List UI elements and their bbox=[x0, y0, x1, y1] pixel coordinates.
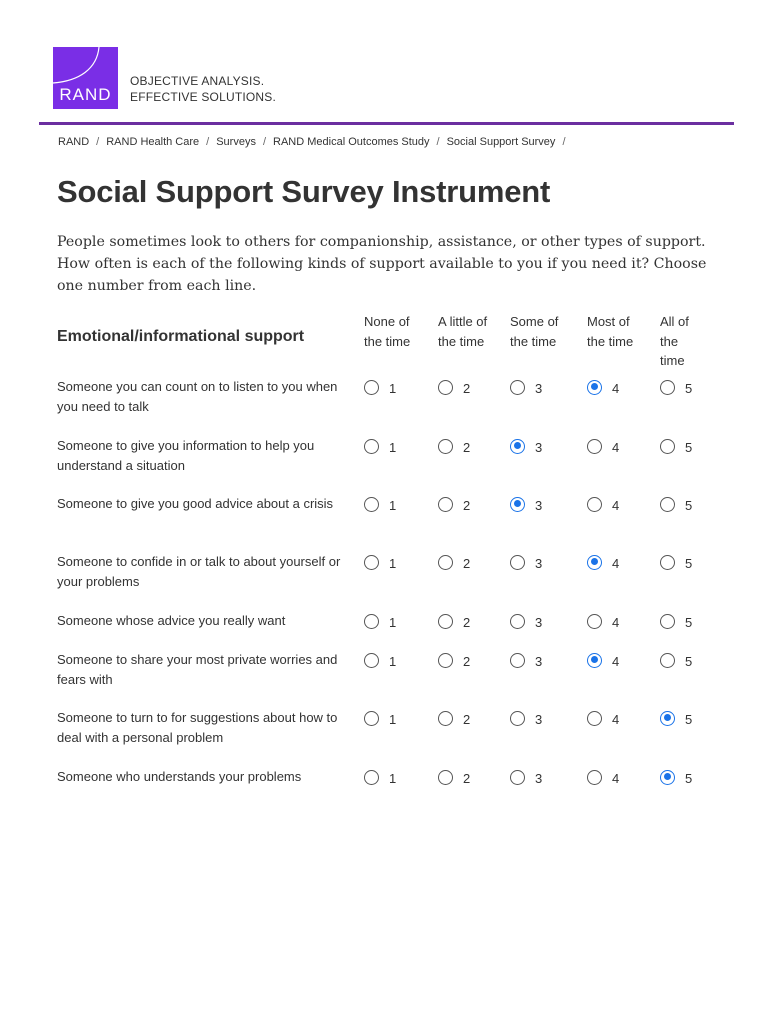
answer-option[interactable] bbox=[510, 494, 542, 514]
radio-unchecked-icon[interactable] bbox=[364, 653, 379, 668]
option-number: 4 bbox=[612, 556, 620, 571]
radio-unchecked-icon[interactable] bbox=[438, 497, 453, 512]
option-number: 2 bbox=[463, 440, 471, 455]
radio-unchecked-icon[interactable] bbox=[364, 380, 379, 395]
answer-option[interactable] bbox=[587, 494, 619, 514]
radio-unchecked-icon[interactable] bbox=[510, 380, 525, 395]
radio-unchecked-icon[interactable] bbox=[587, 770, 602, 785]
column-header: A little of the time bbox=[438, 314, 488, 349]
answer-option[interactable] bbox=[510, 767, 542, 787]
answer-option[interactable] bbox=[364, 552, 396, 572]
answer-option[interactable] bbox=[660, 650, 692, 670]
option-number: 5 bbox=[685, 440, 693, 455]
radio-unchecked-icon[interactable] bbox=[660, 497, 675, 512]
logo-text: RAND bbox=[59, 85, 112, 104]
radio-unchecked-icon[interactable] bbox=[510, 711, 525, 726]
answer-option[interactable] bbox=[438, 650, 470, 670]
option-number: 1 bbox=[389, 498, 397, 513]
breadcrumb-item[interactable]: RAND bbox=[58, 136, 90, 148]
radio-unchecked-icon[interactable] bbox=[510, 653, 525, 668]
answer-option[interactable] bbox=[364, 494, 396, 514]
radio-unchecked-icon[interactable] bbox=[660, 439, 675, 454]
option-number: 1 bbox=[389, 440, 397, 455]
radio-unchecked-icon[interactable] bbox=[364, 555, 379, 570]
answer-option[interactable] bbox=[660, 436, 692, 456]
answer-option[interactable] bbox=[660, 494, 692, 514]
radio-checked-icon[interactable] bbox=[510, 439, 525, 454]
breadcrumb-separator: / bbox=[562, 136, 566, 148]
option-number: 5 bbox=[685, 381, 693, 396]
option-number: 3 bbox=[535, 556, 543, 571]
option-number: 3 bbox=[535, 498, 543, 513]
answer-option[interactable] bbox=[660, 767, 692, 787]
radio-checked-icon[interactable] bbox=[587, 380, 602, 395]
site-header bbox=[0, 0, 768, 126]
radio-unchecked-icon[interactable] bbox=[660, 614, 675, 629]
radio-unchecked-icon[interactable] bbox=[587, 711, 602, 726]
answer-option[interactable] bbox=[510, 611, 542, 631]
answer-option[interactable] bbox=[438, 377, 470, 397]
option-number: 3 bbox=[535, 771, 543, 786]
option-number: 2 bbox=[463, 712, 471, 727]
answer-option[interactable] bbox=[438, 436, 470, 456]
option-number: 1 bbox=[389, 615, 397, 630]
answer-option[interactable] bbox=[660, 708, 692, 728]
answer-option[interactable] bbox=[660, 552, 692, 572]
breadcrumb bbox=[58, 136, 573, 152]
option-number: 3 bbox=[535, 381, 543, 396]
answer-option[interactable] bbox=[364, 377, 396, 397]
option-number: 3 bbox=[535, 654, 543, 669]
answer-option[interactable] bbox=[510, 708, 542, 728]
radio-unchecked-icon[interactable] bbox=[438, 653, 453, 668]
radio-unchecked-icon[interactable] bbox=[587, 439, 602, 454]
option-number: 4 bbox=[612, 615, 620, 630]
option-number: 2 bbox=[463, 381, 471, 396]
answer-option[interactable] bbox=[510, 436, 542, 456]
radio-checked-icon[interactable] bbox=[660, 711, 675, 726]
radio-unchecked-icon[interactable] bbox=[660, 555, 675, 570]
option-number: 4 bbox=[612, 381, 620, 396]
radio-unchecked-icon[interactable] bbox=[364, 711, 379, 726]
radio-checked-icon[interactable] bbox=[660, 770, 675, 785]
answer-option[interactable] bbox=[364, 767, 396, 787]
radio-unchecked-icon[interactable] bbox=[660, 653, 675, 668]
option-number: 4 bbox=[612, 654, 620, 669]
rand-logo[interactable] bbox=[53, 47, 118, 109]
answer-option[interactable] bbox=[438, 611, 470, 631]
answer-option[interactable] bbox=[587, 552, 619, 572]
answer-option[interactable] bbox=[587, 708, 619, 728]
section-title: Emotional/informational support bbox=[57, 328, 305, 345]
answer-option[interactable] bbox=[587, 611, 619, 631]
radio-unchecked-icon[interactable] bbox=[660, 380, 675, 395]
answer-option[interactable] bbox=[438, 552, 470, 572]
radio-unchecked-icon[interactable] bbox=[438, 380, 453, 395]
option-number: 2 bbox=[463, 615, 471, 630]
option-number: 5 bbox=[685, 498, 693, 513]
question-label: Someone whose advice you really want bbox=[57, 613, 286, 628]
column-header: Some of the time bbox=[510, 314, 559, 349]
option-number: 4 bbox=[612, 498, 620, 513]
question-label: Someone who understands your problems bbox=[57, 769, 302, 784]
option-number: 3 bbox=[535, 615, 543, 630]
option-number: 3 bbox=[535, 440, 543, 455]
answer-option[interactable] bbox=[438, 708, 470, 728]
breadcrumb-item[interactable]: Social Support Survey bbox=[446, 136, 556, 148]
answer-option[interactable] bbox=[510, 377, 542, 397]
tagline-line-1: OBJECTIVE ANALYSIS. bbox=[130, 74, 265, 88]
option-number: 5 bbox=[685, 615, 693, 630]
option-number: 5 bbox=[685, 771, 693, 786]
option-number: 5 bbox=[685, 556, 693, 571]
answer-option[interactable] bbox=[587, 436, 619, 456]
radio-unchecked-icon[interactable] bbox=[364, 614, 379, 629]
answer-option[interactable] bbox=[587, 650, 619, 670]
intro-text: People sometimes look to others for companionship, assistance, or other types of support. How often is each of the following kinds of support available to you if you need it? Choose one number from each line. bbox=[57, 234, 707, 294]
answer-option[interactable] bbox=[438, 767, 470, 787]
radio-unchecked-icon[interactable] bbox=[438, 439, 453, 454]
answer-option[interactable] bbox=[510, 552, 542, 572]
question-label: Someone to share your most private worries and fears with bbox=[57, 652, 338, 687]
breadcrumb-item[interactable]: Surveys bbox=[216, 136, 256, 148]
question-label: Someone to give you information to help you understand a situation bbox=[57, 438, 315, 473]
option-number: 1 bbox=[389, 654, 397, 669]
answer-option[interactable] bbox=[587, 377, 619, 397]
option-number: 2 bbox=[463, 771, 471, 786]
option-number: 2 bbox=[463, 498, 471, 513]
option-number: 2 bbox=[463, 556, 471, 571]
option-number: 5 bbox=[685, 654, 693, 669]
radio-unchecked-icon[interactable] bbox=[438, 770, 453, 785]
answer-option[interactable] bbox=[438, 494, 470, 514]
option-number: 1 bbox=[389, 712, 397, 727]
radio-unchecked-icon[interactable] bbox=[438, 614, 453, 629]
tagline-line-2: EFFECTIVE SOLUTIONS. bbox=[130, 90, 277, 104]
breadcrumb-separator: / bbox=[262, 136, 267, 148]
question-label: Someone to turn to for suggestions about how to deal with a personal problem bbox=[57, 710, 338, 745]
option-number: 4 bbox=[612, 771, 620, 786]
option-number: 5 bbox=[685, 712, 693, 727]
breadcrumb-item[interactable]: RAND Medical Outcomes Study bbox=[273, 136, 430, 148]
answer-option[interactable] bbox=[364, 650, 396, 670]
answer-option[interactable] bbox=[587, 767, 619, 787]
breadcrumb-separator: / bbox=[436, 136, 440, 148]
radio-unchecked-icon[interactable] bbox=[510, 614, 525, 629]
radio-checked-icon[interactable] bbox=[510, 497, 525, 512]
answer-option[interactable] bbox=[660, 611, 692, 631]
option-number: 2 bbox=[463, 654, 471, 669]
radio-unchecked-icon[interactable] bbox=[587, 614, 602, 629]
radio-unchecked-icon[interactable] bbox=[438, 711, 453, 726]
radio-checked-icon[interactable] bbox=[587, 653, 602, 668]
radio-unchecked-icon[interactable] bbox=[438, 555, 453, 570]
breadcrumb-separator: / bbox=[206, 136, 210, 148]
option-number: 1 bbox=[389, 381, 397, 396]
radio-unchecked-icon[interactable] bbox=[510, 770, 525, 785]
radio-unchecked-icon[interactable] bbox=[364, 497, 379, 512]
question-label: Someone you can count on to listen to you when you need to talk bbox=[57, 379, 338, 414]
answer-option[interactable] bbox=[660, 377, 692, 397]
option-number: 3 bbox=[535, 712, 543, 727]
breadcrumb-item[interactable]: RAND Health Care bbox=[106, 136, 200, 148]
radio-unchecked-icon[interactable] bbox=[587, 497, 602, 512]
option-number: 4 bbox=[612, 440, 620, 455]
answer-option[interactable] bbox=[364, 436, 396, 456]
question-label: Someone to confide in or talk to about yourself or your problems bbox=[57, 554, 341, 589]
column-header: All of the time bbox=[660, 314, 689, 368]
radio-checked-icon[interactable] bbox=[587, 555, 602, 570]
option-number: 4 bbox=[612, 712, 620, 727]
tagline bbox=[130, 73, 276, 105]
column-header: Most of the time bbox=[587, 314, 634, 349]
question-label: Someone to give you good advice about a crisis bbox=[57, 496, 334, 511]
answer-option[interactable] bbox=[364, 611, 396, 631]
radio-unchecked-icon[interactable] bbox=[364, 439, 379, 454]
radio-unchecked-icon[interactable] bbox=[510, 555, 525, 570]
answer-option[interactable] bbox=[364, 708, 396, 728]
radio-unchecked-icon[interactable] bbox=[364, 770, 379, 785]
answer-option[interactable] bbox=[510, 650, 542, 670]
breadcrumb-separator: / bbox=[96, 136, 100, 148]
option-number: 1 bbox=[389, 771, 397, 786]
column-header: None of the time bbox=[364, 314, 411, 349]
header-divider bbox=[39, 122, 734, 125]
page-title: Social Support Survey Instrument bbox=[57, 174, 551, 209]
option-number: 1 bbox=[389, 556, 397, 571]
